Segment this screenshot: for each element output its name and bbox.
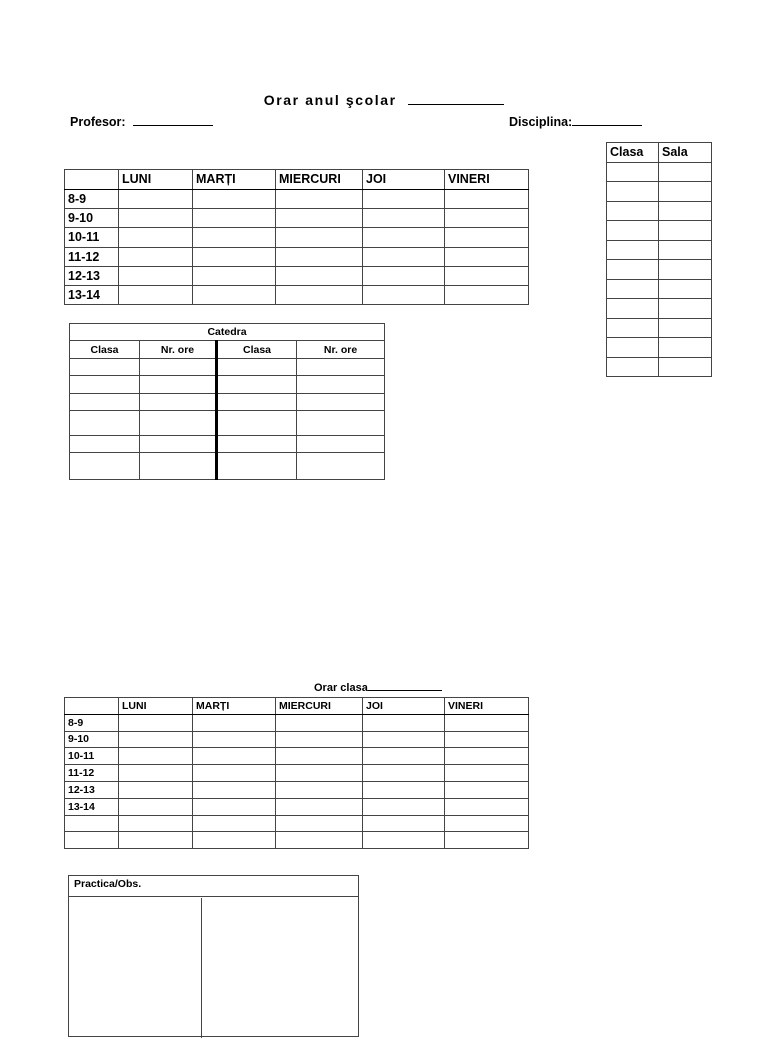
- schedule-cell[interactable]: [276, 765, 363, 782]
- hour-label: [65, 815, 119, 832]
- table-row: [65, 832, 529, 849]
- schedule-cell[interactable]: [193, 832, 276, 849]
- nr-ore-header: Nr. ore: [297, 341, 385, 358]
- catedra-title-row: [70, 324, 385, 341]
- sala-cell[interactable]: [659, 182, 712, 202]
- sala-cell[interactable]: [659, 240, 712, 260]
- catedra-title: Catedra: [70, 324, 385, 341]
- clasa-cell[interactable]: [70, 453, 140, 480]
- sala-cell[interactable]: [659, 299, 712, 319]
- nr-ore-cell[interactable]: [140, 435, 217, 452]
- class-schedule-title-text: Orar clasa: [314, 682, 368, 694]
- table-row: [70, 393, 385, 410]
- table-row: [607, 162, 712, 182]
- schedule-cell[interactable]: [363, 765, 445, 782]
- table-row: [65, 208, 529, 227]
- table-row: [65, 228, 529, 247]
- schedule-cell[interactable]: [445, 798, 529, 815]
- schedule-cell[interactable]: [445, 228, 529, 247]
- clasa-cell[interactable]: [70, 376, 140, 393]
- sala-cell[interactable]: [659, 357, 712, 377]
- schedule-cell[interactable]: [363, 286, 445, 305]
- schedule-cell[interactable]: [119, 714, 193, 731]
- schedule-cell[interactable]: [119, 798, 193, 815]
- schedule-cell[interactable]: [119, 748, 193, 765]
- table-row: [65, 765, 529, 782]
- clasa-cell[interactable]: [217, 435, 297, 452]
- catedra-table: [69, 323, 385, 480]
- schedule-cell[interactable]: [363, 798, 445, 815]
- clasa-cell[interactable]: [70, 393, 140, 410]
- schedule-cell[interactable]: [276, 189, 363, 208]
- hour-label: 12-13: [65, 266, 119, 285]
- hour-label: 9-10: [65, 731, 119, 748]
- title-text: Orar anul şcolar: [263, 92, 397, 108]
- schedule-cell[interactable]: [119, 208, 193, 227]
- clasa-cell[interactable]: [217, 410, 297, 435]
- hour-label: 8-9: [65, 189, 119, 208]
- schedule-cell[interactable]: [363, 247, 445, 266]
- schedule-cell[interactable]: [363, 781, 445, 798]
- schedule-cell[interactable]: [276, 714, 363, 731]
- schedule-cell[interactable]: [445, 832, 529, 849]
- nr-ore-cell[interactable]: [140, 358, 217, 375]
- schedule-cell[interactable]: [445, 208, 529, 227]
- nr-ore-cell[interactable]: [297, 410, 385, 435]
- schedule-cell[interactable]: [276, 208, 363, 227]
- disciplina-blank[interactable]: [572, 114, 642, 126]
- table-row: [70, 358, 385, 375]
- practica-title: Practica/Obs.: [69, 876, 358, 897]
- schedule-header-row: [65, 170, 529, 190]
- day-header: VINERI: [445, 698, 529, 715]
- schedule-cell[interactable]: [119, 832, 193, 849]
- table-row: [70, 376, 385, 393]
- schedule-cell[interactable]: [193, 781, 276, 798]
- schedule-cell[interactable]: [363, 748, 445, 765]
- schedule-cell[interactable]: [276, 266, 363, 285]
- schedule-cell[interactable]: [276, 798, 363, 815]
- schedule-cell[interactable]: [193, 765, 276, 782]
- schedule-cell[interactable]: [445, 247, 529, 266]
- hour-label: 13-14: [65, 286, 119, 305]
- profesor-field: [70, 114, 213, 129]
- table-row: [65, 748, 529, 765]
- day-header: MARȚI: [193, 170, 276, 190]
- clasa-cell[interactable]: [607, 201, 659, 221]
- schedule-cell[interactable]: [119, 247, 193, 266]
- hour-label: 9-10: [65, 208, 119, 227]
- clasa-cell[interactable]: [607, 260, 659, 280]
- day-header: MARȚI: [193, 698, 276, 715]
- schedule-cell[interactable]: [445, 765, 529, 782]
- practica-box: [68, 875, 359, 1037]
- teacher-schedule-table: [64, 169, 529, 305]
- table-row: [65, 731, 529, 748]
- table-row: [607, 299, 712, 319]
- schedule-cell[interactable]: [363, 208, 445, 227]
- sala-cell[interactable]: [659, 162, 712, 182]
- hour-label: 8-9: [65, 714, 119, 731]
- clasa-cell[interactable]: [607, 357, 659, 377]
- schedule-cell[interactable]: [193, 731, 276, 748]
- nr-ore-cell[interactable]: [140, 393, 217, 410]
- corner-cell: [65, 170, 119, 190]
- schedule-cell[interactable]: [193, 228, 276, 247]
- table-row: [607, 338, 712, 358]
- table-row: [70, 410, 385, 435]
- table-row: [65, 815, 529, 832]
- schedule-cell[interactable]: [193, 189, 276, 208]
- hour-label: 11-12: [65, 765, 119, 782]
- hour-label: 10-11: [65, 228, 119, 247]
- schedule-cell[interactable]: [363, 266, 445, 285]
- day-header: LUNI: [119, 698, 193, 715]
- hour-label: 13-14: [65, 798, 119, 815]
- nr-ore-cell[interactable]: [297, 358, 385, 375]
- clasa-cell[interactable]: [607, 240, 659, 260]
- clasa-sala-table: [606, 142, 712, 377]
- schedule-cell[interactable]: [276, 731, 363, 748]
- schedule-cell[interactable]: [276, 228, 363, 247]
- clasa-cell[interactable]: [217, 376, 297, 393]
- sala-cell[interactable]: [659, 338, 712, 358]
- table-row: [607, 260, 712, 280]
- schedule-cell[interactable]: [119, 731, 193, 748]
- sala-header: Sala: [659, 143, 712, 163]
- table-row: [65, 714, 529, 731]
- schedule-cell[interactable]: [363, 731, 445, 748]
- corner-cell: [65, 698, 119, 715]
- clasa-cell[interactable]: [607, 162, 659, 182]
- schedule-cell[interactable]: [445, 266, 529, 285]
- sala-cell[interactable]: [659, 318, 712, 338]
- schedule-cell[interactable]: [445, 815, 529, 832]
- table-row: [607, 201, 712, 221]
- nr-ore-cell[interactable]: [297, 453, 385, 480]
- table-row: [607, 279, 712, 299]
- clasa-sala-header-row: [607, 143, 712, 163]
- day-header: VINERI: [445, 170, 529, 190]
- schedule-cell[interactable]: [276, 815, 363, 832]
- table-row: [607, 240, 712, 260]
- clasa-cell[interactable]: [217, 393, 297, 410]
- clasa-header: Clasa: [70, 341, 140, 358]
- hour-label: 11-12: [65, 247, 119, 266]
- schedule-cell[interactable]: [119, 266, 193, 285]
- schedule-cell[interactable]: [193, 815, 276, 832]
- schedule-cell[interactable]: [119, 286, 193, 305]
- clasa-cell[interactable]: [217, 358, 297, 375]
- disciplina-label: Disciplina:: [509, 115, 573, 129]
- table-row: [607, 182, 712, 202]
- clasa-cell[interactable]: [607, 182, 659, 202]
- schedule-cell[interactable]: [193, 798, 276, 815]
- schedule-cell[interactable]: [193, 748, 276, 765]
- hour-label: [65, 832, 119, 849]
- day-header: LUNI: [119, 170, 193, 190]
- table-row: [607, 357, 712, 377]
- schedule-cell[interactable]: [363, 832, 445, 849]
- day-header: JOI: [363, 170, 445, 190]
- clasa-cell[interactable]: [607, 279, 659, 299]
- nr-ore-cell[interactable]: [140, 453, 217, 480]
- schedule-cell[interactable]: [193, 714, 276, 731]
- schedule-cell[interactable]: [119, 815, 193, 832]
- page-title: [0, 92, 768, 108]
- nr-ore-cell[interactable]: [297, 435, 385, 452]
- schedule-cell[interactable]: [276, 748, 363, 765]
- schedule-cell[interactable]: [276, 832, 363, 849]
- sala-cell[interactable]: [659, 201, 712, 221]
- table-row: [70, 435, 385, 452]
- profesor-label: Profesor:: [70, 115, 126, 129]
- disciplina-field: [509, 114, 642, 129]
- class-schedule-table: [64, 697, 529, 849]
- schedule-cell[interactable]: [363, 815, 445, 832]
- nr-ore-cell[interactable]: [140, 376, 217, 393]
- clasa-cell[interactable]: [607, 318, 659, 338]
- class-schedule-title: [314, 681, 442, 694]
- table-row: [65, 247, 529, 266]
- profesor-blank[interactable]: [133, 114, 213, 126]
- schedule-cell[interactable]: [193, 247, 276, 266]
- clasa-cell[interactable]: [607, 299, 659, 319]
- clasa-blank[interactable]: [368, 681, 442, 691]
- nr-ore-cell[interactable]: [297, 393, 385, 410]
- schedule-cell[interactable]: [193, 286, 276, 305]
- table-row: [607, 221, 712, 241]
- table-row: [65, 189, 529, 208]
- schedule-cell[interactable]: [445, 714, 529, 731]
- schedule-cell[interactable]: [445, 286, 529, 305]
- nr-ore-cell[interactable]: [140, 410, 217, 435]
- table-row: [65, 781, 529, 798]
- schedule-cell[interactable]: [119, 781, 193, 798]
- schedule-cell[interactable]: [445, 189, 529, 208]
- sala-cell[interactable]: [659, 221, 712, 241]
- schedule-cell[interactable]: [119, 228, 193, 247]
- schedule-cell[interactable]: [445, 748, 529, 765]
- nr-ore-cell[interactable]: [297, 376, 385, 393]
- schedule-cell[interactable]: [363, 714, 445, 731]
- table-row: [65, 798, 529, 815]
- clasa-cell[interactable]: [70, 435, 140, 452]
- clasa-cell[interactable]: [70, 410, 140, 435]
- schedule-cell[interactable]: [193, 266, 276, 285]
- clasa-cell[interactable]: [607, 338, 659, 358]
- schedule-cell[interactable]: [276, 781, 363, 798]
- day-header: MIERCURI: [276, 698, 363, 715]
- class-schedule-header-row: [65, 698, 529, 715]
- year-blank[interactable]: [408, 93, 504, 105]
- clasa-cell[interactable]: [607, 221, 659, 241]
- table-row: [65, 266, 529, 285]
- table-row: [65, 286, 529, 305]
- clasa-header: Clasa: [217, 341, 297, 358]
- sala-cell[interactable]: [659, 279, 712, 299]
- table-row: [607, 318, 712, 338]
- schedule-cell[interactable]: [363, 189, 445, 208]
- schedule-cell[interactable]: [276, 247, 363, 266]
- schedule-cell[interactable]: [193, 208, 276, 227]
- practica-left-area[interactable]: [69, 898, 202, 1038]
- catedra-header-row: [70, 341, 385, 358]
- practica-right-area[interactable]: [202, 898, 358, 1038]
- schedule-cell[interactable]: [445, 781, 529, 798]
- clasa-cell[interactable]: [217, 453, 297, 480]
- schedule-cell[interactable]: [445, 731, 529, 748]
- sala-cell[interactable]: [659, 260, 712, 280]
- clasa-header: Clasa: [607, 143, 659, 163]
- schedule-cell[interactable]: [119, 189, 193, 208]
- nr-ore-header: Nr. ore: [140, 341, 217, 358]
- hour-label: 10-11: [65, 748, 119, 765]
- schedule-cell[interactable]: [276, 286, 363, 305]
- day-header: JOI: [363, 698, 445, 715]
- day-header: MIERCURI: [276, 170, 363, 190]
- schedule-cell[interactable]: [119, 765, 193, 782]
- table-row: [70, 453, 385, 480]
- clasa-cell[interactable]: [70, 358, 140, 375]
- schedule-cell[interactable]: [363, 228, 445, 247]
- hour-label: 12-13: [65, 781, 119, 798]
